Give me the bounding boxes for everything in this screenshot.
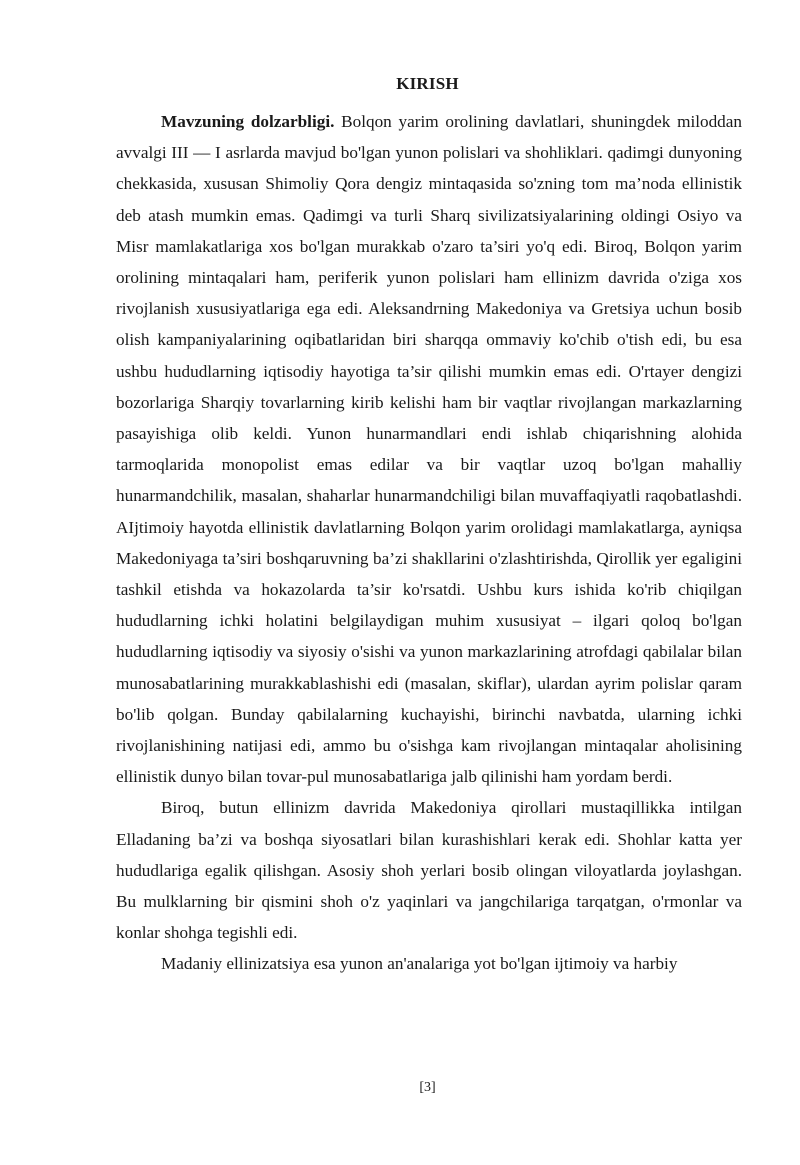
page-title: KIRISH — [396, 74, 459, 93]
paragraph-lead: Mavzuning dolzarbligi. — [161, 112, 335, 131]
paragraph-3: Madaniy ellinizatsiya esa yunon an'analariga yot bo'lgan ijtimoiy va harbiy — [161, 954, 678, 974]
paragraph-2: Biroq, butun ellinizm davrida Makedoniya qirollari mustaqillikka intilgan Elladaning ba’zi va boshqa siyosatlari bilan kurashishlari kerak edi. Shohlar katta yer hududlariga egalik qilishgan. Asosiy shoh yerlari bosib olingan viloyatlarda joylashgan. Bu mulklarning bir qismini shoh o'z yaqinlari va jangchilariga tarqatgan, o'rmonlar va konlar shohga tegishli edi. — [116, 798, 742, 943]
page-number: [3] — [419, 1080, 436, 1095]
paragraph-1 — [116, 106, 742, 792]
paragraph-text: Bolqon yarim orolining davlatlari, shuningdek miloddan avvalgi III — I asrlarda mavjud bo'lgan yunon polislari va shohliklari. qadimgi dunyoning chekkasida, xususan Shimoliy Qora dengiz mintaqasida so'zning tom ma’noda ellinistik deb atash mumkin emas. Qadimgi va turli Sharq sivilizatsiyalarining oldingi Osiyo va Misr mamlakatlariga xos bo'lgan murakkab o'zaro ta’siri yo'q edi. Biroq, Bolqon yarim orolining mintaqalari ham, periferik yunon polislari ham ellinizm davrida o'ziga xos rivojlanish xususiyatlariga ega edi. Aleksandrning Makedoniya va Gretsiya uchun bosib olish kampaniyalarining oqibatlaridan biri sharqqa ommaviy ko'chib o'tish edi, bu esa ushbu hududlarning iqtisodiy hayotiga ta’sir qilishi mumkin emas edi. O'rtayer dengizi bozorlariga Sharqiy tovarlarning kirib kelishi ham bir vaqtlar rivojlangan markazlarning pasayishiga olib keldi. Yunon hunarmandlari endi ishlab chiqarishning alohida tarmoqlarida monopolist emas edilar va bir vaqtlar uzoq bo'lgan mahalliy hunarmandchilik, masalan, shaharlar hunarmandchiligi bilan muvaffaqiyatli raqobatlashdi. AIjtimoiy hayotda ellinistik davlatlarning Bolqon yarim orolidagi mamlakatlarga, ayniqsa Makedoniyaga ta’siri boshqaruvning ba’zi shakllarini o'zlashtirishda, Qirollik yer egaligini tashkil etishda va hokazolarda ta’sir ko'rsatdi. Ushbu kurs ishida ko'rib chiqilgan hududlarning ichki holatini belgilaydigan muhim xususiyat – ilgari qoloq bo'lgan hududlarning iqtisodiy va siyosiy o'sishi va yunon markazlarining atrofdagi qabilalar bilan munosabatlarining murakkablashishi edi (masalan, skiflar), ulardan ayrim polislar qaram bo'lib qolgan. Bunday qabilalarning kuchayishi, birinchi navbatda, ularning ichki rivojlanishining natijasi edi, ammo bu o'sishga kam rivojlangan mintaqalar aholisining ellinistik dunyo bilan tovar-pul munosabatlariga jalb qilinishi ham yordam berdi. — [116, 112, 742, 787]
document-body — [116, 106, 742, 980]
